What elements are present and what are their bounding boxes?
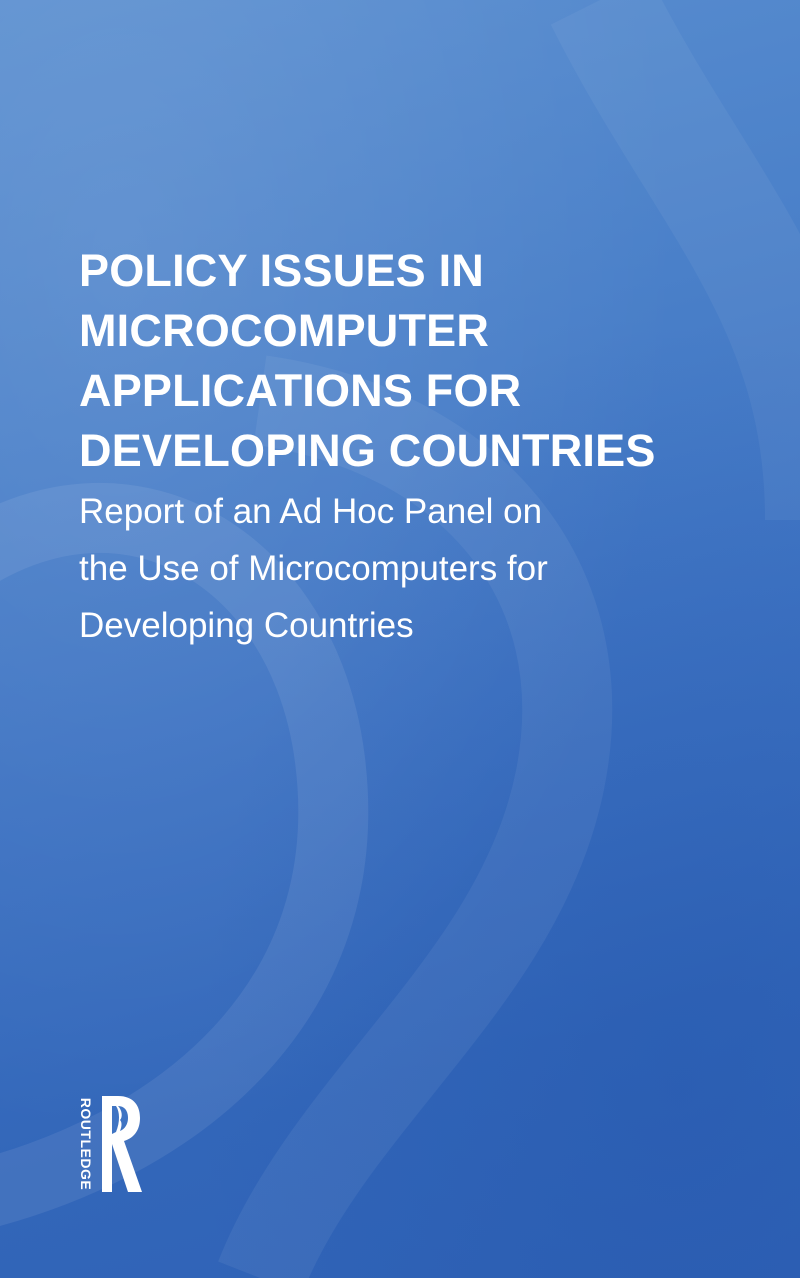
book-subtitle	[79, 483, 779, 654]
publisher-name: ROUTLEDGE	[78, 1097, 94, 1191]
title-block	[79, 241, 779, 654]
subtitle-line: the Use of Microcomputers for	[79, 549, 548, 588]
publisher-logo	[76, 1092, 146, 1200]
title-line: MICROCOMPUTER	[79, 305, 490, 356]
book-title	[79, 241, 779, 481]
subtitle-line: Developing Countries	[79, 606, 414, 645]
routledge-r-logo-icon	[98, 1092, 144, 1196]
title-line: DEVELOPING COUNTRIES	[79, 425, 656, 476]
title-line: APPLICATIONS FOR	[79, 365, 522, 416]
title-line: POLICY ISSUES IN	[79, 245, 484, 296]
subtitle-line: Report of an Ad Hoc Panel on	[79, 492, 543, 531]
